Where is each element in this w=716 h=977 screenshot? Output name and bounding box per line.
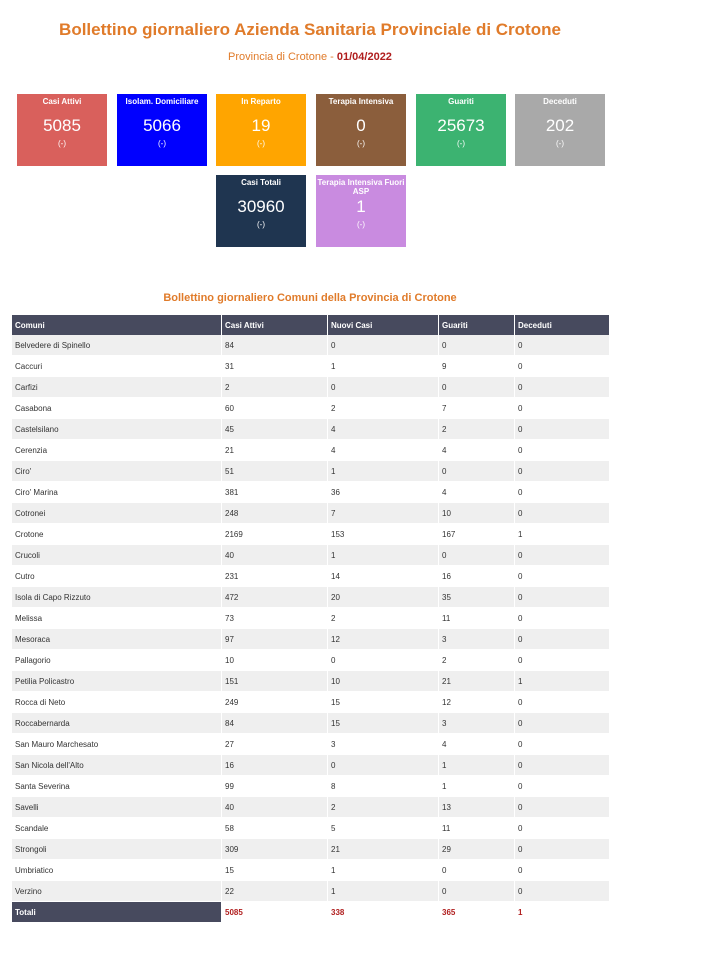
- card-value: 30960: [237, 197, 285, 216]
- cell-guariti: 0: [439, 881, 515, 902]
- card-casi-attivi: [17, 94, 107, 166]
- cell-casi-attivi: 97: [222, 629, 328, 650]
- card-casi-totali: [216, 175, 306, 247]
- cell-deceduti: 0: [515, 461, 610, 482]
- cell-casi-attivi: 58: [222, 818, 328, 839]
- cell-comune: Santa Severina: [12, 776, 222, 797]
- cell-nuovi-casi: 21: [328, 839, 439, 860]
- cell-deceduti: 0: [515, 755, 610, 776]
- cell-guariti: 0: [439, 461, 515, 482]
- cell-comune: Cutro: [12, 566, 222, 587]
- table-row: [12, 860, 610, 881]
- table-row: [12, 503, 610, 524]
- table-row: [12, 335, 610, 356]
- table-row: [12, 398, 610, 419]
- cell-nuovi-casi: 0: [328, 650, 439, 671]
- cell-guariti: 4: [439, 734, 515, 755]
- card-delta: (-): [457, 139, 465, 148]
- cell-comune: Ciro' Marina: [12, 482, 222, 503]
- cell-comune: Carfizi: [12, 377, 222, 398]
- cell-deceduti: 0: [515, 860, 610, 881]
- card-label: Casi Attivi: [42, 97, 82, 106]
- cell-nuovi-casi: 0: [328, 377, 439, 398]
- table-row: [12, 524, 610, 545]
- cell-nuovi-casi: 0: [328, 335, 439, 356]
- cell-deceduti: 0: [515, 839, 610, 860]
- cell-casi-attivi: 27: [222, 734, 328, 755]
- cell-comune: Isola di Capo Rizzuto: [12, 587, 222, 608]
- cell-nuovi-casi: 20: [328, 587, 439, 608]
- cell-comune: San Nicola dell'Alto: [12, 755, 222, 776]
- card-label: Terapia Intensiva: [328, 97, 394, 106]
- cell-casi-attivi: 10: [222, 650, 328, 671]
- cell-guariti: 29: [439, 839, 515, 860]
- cell-casi-attivi: 472: [222, 587, 328, 608]
- cell-nuovi-casi: 7: [328, 503, 439, 524]
- cell-guariti: 4: [439, 440, 515, 461]
- cell-deceduti: 0: [515, 734, 610, 755]
- cell-casi-attivi: 21: [222, 440, 328, 461]
- table-row: [12, 587, 610, 608]
- cell-deceduti: 1: [515, 524, 610, 545]
- cell-nuovi-casi: 10: [328, 671, 439, 692]
- cell-comune: Petilia Policastro: [12, 671, 222, 692]
- table-row: [12, 839, 610, 860]
- card-label: In Reparto: [241, 97, 281, 106]
- table-header-row: [12, 315, 610, 335]
- cell-casi-attivi: 45: [222, 419, 328, 440]
- cell-deceduti: 0: [515, 419, 610, 440]
- cell-comune: Caccuri: [12, 356, 222, 377]
- cell-casi-attivi: 60: [222, 398, 328, 419]
- card-label: Deceduti: [543, 97, 577, 106]
- column-header-guariti: Guariti: [439, 315, 515, 335]
- cell-deceduti: 0: [515, 713, 610, 734]
- card-isolamento-domiciliare: [117, 94, 207, 166]
- cell-nuovi-casi: 1: [328, 881, 439, 902]
- cell-guariti: 3: [439, 713, 515, 734]
- table-row: [12, 881, 610, 902]
- table-row: [12, 440, 610, 461]
- cell-nuovi-casi: 4: [328, 440, 439, 461]
- cell-comune: Roccabernarda: [12, 713, 222, 734]
- column-header-comuni: Comuni: [12, 315, 222, 335]
- cell-casi-attivi: 84: [222, 713, 328, 734]
- table-row: [12, 671, 610, 692]
- cell-casi-attivi: 16: [222, 755, 328, 776]
- table-row: [12, 713, 610, 734]
- cell-guariti: 13: [439, 797, 515, 818]
- cell-nuovi-casi: 1: [328, 461, 439, 482]
- table-row: [12, 755, 610, 776]
- cell-deceduti: 0: [515, 881, 610, 902]
- card-value: 25673: [437, 116, 485, 135]
- table-row: [12, 776, 610, 797]
- cell-deceduti: 0: [515, 377, 610, 398]
- comuni-section-title: Bollettino giornaliero Comuni della Provincia di Crotone: [163, 292, 457, 304]
- cell-guariti: 7: [439, 398, 515, 419]
- cell-comune: Cotronei: [12, 503, 222, 524]
- card-guariti: [416, 94, 506, 166]
- cell-comune: Verzino: [12, 881, 222, 902]
- cell-guariti: 1: [439, 776, 515, 797]
- table-row: [12, 566, 610, 587]
- card-value: 5085: [43, 116, 81, 135]
- cell-comune: Melissa: [12, 608, 222, 629]
- card-delta: (-): [58, 139, 66, 148]
- cell-casi-attivi: 22: [222, 881, 328, 902]
- cell-nuovi-casi: 2: [328, 608, 439, 629]
- cell-deceduti: 0: [515, 356, 610, 377]
- cell-casi-attivi: 2: [222, 377, 328, 398]
- total-guariti: 365: [439, 902, 515, 923]
- cell-comune: Pallagorio: [12, 650, 222, 671]
- cell-nuovi-casi: 3: [328, 734, 439, 755]
- cell-deceduti: 0: [515, 776, 610, 797]
- cell-nuovi-casi: 12: [328, 629, 439, 650]
- cell-guariti: 167: [439, 524, 515, 545]
- table-row: [12, 650, 610, 671]
- cell-nuovi-casi: 15: [328, 692, 439, 713]
- cell-nuovi-casi: 2: [328, 398, 439, 419]
- card-delta: (-): [357, 220, 365, 229]
- card-terapia-intensiva: [316, 94, 406, 166]
- column-header-casi-attivi: Casi Attivi: [222, 315, 328, 335]
- comuni-table: [12, 315, 610, 923]
- cell-nuovi-casi: 0: [328, 755, 439, 776]
- cell-nuovi-casi: 1: [328, 356, 439, 377]
- cell-comune: Strongoli: [12, 839, 222, 860]
- card-label: Isolam. Domiciliare: [125, 97, 199, 106]
- bulletin-date: 01/04/2022: [336, 51, 392, 63]
- cell-nuovi-casi: 14: [328, 566, 439, 587]
- table-row: [12, 419, 610, 440]
- cell-guariti: 0: [439, 335, 515, 356]
- cell-comune: Rocca di Neto: [12, 692, 222, 713]
- cell-casi-attivi: 99: [222, 776, 328, 797]
- cell-deceduti: 0: [515, 818, 610, 839]
- cell-guariti: 16: [439, 566, 515, 587]
- cell-comune: San Mauro Marchesato: [12, 734, 222, 755]
- cell-comune: Crotone: [12, 524, 222, 545]
- card-terapia-intensiva-fuori-asp: [316, 175, 406, 247]
- cell-comune: Casabona: [12, 398, 222, 419]
- cell-deceduti: 0: [515, 440, 610, 461]
- cell-nuovi-casi: 8: [328, 776, 439, 797]
- cell-nuovi-casi: 2: [328, 797, 439, 818]
- cell-casi-attivi: 2169: [222, 524, 328, 545]
- cell-comune: Cerenzia: [12, 440, 222, 461]
- table-row: [12, 692, 610, 713]
- cell-nuovi-casi: 36: [328, 482, 439, 503]
- cell-deceduti: 0: [515, 482, 610, 503]
- table-row: [12, 818, 610, 839]
- cell-nuovi-casi: 153: [328, 524, 439, 545]
- cell-guariti: 3: [439, 629, 515, 650]
- totals-row: [12, 902, 610, 923]
- cell-guariti: 1: [439, 755, 515, 776]
- cell-deceduti: 0: [515, 545, 610, 566]
- card-value: 0: [356, 116, 366, 135]
- cell-guariti: 2: [439, 650, 515, 671]
- table-row: [12, 629, 610, 650]
- cell-comune: Scandale: [12, 818, 222, 839]
- cell-guariti: 21: [439, 671, 515, 692]
- cell-casi-attivi: 249: [222, 692, 328, 713]
- cell-deceduti: 0: [515, 797, 610, 818]
- cell-nuovi-casi: 5: [328, 818, 439, 839]
- cell-deceduti: 0: [515, 587, 610, 608]
- cell-deceduti: 0: [515, 629, 610, 650]
- cell-casi-attivi: 151: [222, 671, 328, 692]
- cell-deceduti: 0: [515, 503, 610, 524]
- cell-guariti: 12: [439, 692, 515, 713]
- cell-nuovi-casi: 4: [328, 419, 439, 440]
- cell-comune: Ciro': [12, 461, 222, 482]
- cell-deceduti: 0: [515, 608, 610, 629]
- cell-casi-attivi: 51: [222, 461, 328, 482]
- cell-guariti: 11: [439, 608, 515, 629]
- card-value: 1: [356, 197, 366, 216]
- cell-guariti: 0: [439, 377, 515, 398]
- cell-guariti: 11: [439, 818, 515, 839]
- total-nuovi-casi: 338: [328, 902, 439, 923]
- column-header-nuovi-casi: Nuovi Casi: [328, 315, 439, 335]
- card-label: Terapia Intensiva Fuori ASP: [317, 178, 405, 196]
- cell-comune: Umbriatico: [12, 860, 222, 881]
- cell-casi-attivi: 31: [222, 356, 328, 377]
- cell-nuovi-casi: 1: [328, 860, 439, 881]
- cell-comune: Castelsilano: [12, 419, 222, 440]
- total-casi-attivi: 5085: [222, 902, 328, 923]
- cell-deceduti: 0: [515, 650, 610, 671]
- cell-guariti: 4: [439, 482, 515, 503]
- cell-casi-attivi: 40: [222, 545, 328, 566]
- cell-comune: Crucoli: [12, 545, 222, 566]
- table-row: [12, 545, 610, 566]
- province-label: Provincia di Crotone -: [228, 51, 337, 63]
- cell-casi-attivi: 84: [222, 335, 328, 356]
- totals-label: Totali: [12, 902, 222, 923]
- cell-deceduti: 1: [515, 671, 610, 692]
- table-row: [12, 356, 610, 377]
- card-delta: (-): [556, 139, 564, 148]
- card-delta: (-): [257, 139, 265, 148]
- cell-comune: Belvedere di Spinello: [12, 335, 222, 356]
- cell-deceduti: 0: [515, 692, 610, 713]
- cell-comune: Savelli: [12, 797, 222, 818]
- cell-casi-attivi: 309: [222, 839, 328, 860]
- cell-nuovi-casi: 15: [328, 713, 439, 734]
- cell-guariti: 10: [439, 503, 515, 524]
- card-delta: (-): [158, 139, 166, 148]
- card-delta: (-): [257, 220, 265, 229]
- card-deceduti: [515, 94, 605, 166]
- table-row: [12, 734, 610, 755]
- card-value: 5066: [143, 116, 181, 135]
- cell-comune: Mesoraca: [12, 629, 222, 650]
- page-title: Bollettino giornaliero Azienda Sanitaria Provinciale di Crotone: [59, 20, 561, 39]
- table-row: [12, 797, 610, 818]
- card-in-reparto: [216, 94, 306, 166]
- page-subtitle: [0, 51, 620, 63]
- cell-deceduti: 0: [515, 335, 610, 356]
- card-value: 202: [545, 116, 575, 135]
- cell-deceduti: 0: [515, 566, 610, 587]
- cell-nuovi-casi: 1: [328, 545, 439, 566]
- cell-guariti: 2: [439, 419, 515, 440]
- table-row: [12, 608, 610, 629]
- cell-guariti: 0: [439, 545, 515, 566]
- cell-casi-attivi: 73: [222, 608, 328, 629]
- card-label: Guariti: [448, 97, 474, 106]
- cell-guariti: 35: [439, 587, 515, 608]
- card-value: 19: [251, 116, 271, 135]
- cell-casi-attivi: 231: [222, 566, 328, 587]
- table-row: [12, 482, 610, 503]
- cell-casi-attivi: 381: [222, 482, 328, 503]
- table-row: [12, 461, 610, 482]
- card-label: Casi Totali: [241, 178, 281, 187]
- column-header-deceduti: Deceduti: [515, 315, 610, 335]
- card-delta: (-): [357, 139, 365, 148]
- cell-casi-attivi: 15: [222, 860, 328, 881]
- total-deceduti: 1: [515, 902, 610, 923]
- cell-casi-attivi: 248: [222, 503, 328, 524]
- cell-casi-attivi: 40: [222, 797, 328, 818]
- cell-guariti: 9: [439, 356, 515, 377]
- cell-guariti: 0: [439, 860, 515, 881]
- cell-deceduti: 0: [515, 398, 610, 419]
- table-row: [12, 377, 610, 398]
